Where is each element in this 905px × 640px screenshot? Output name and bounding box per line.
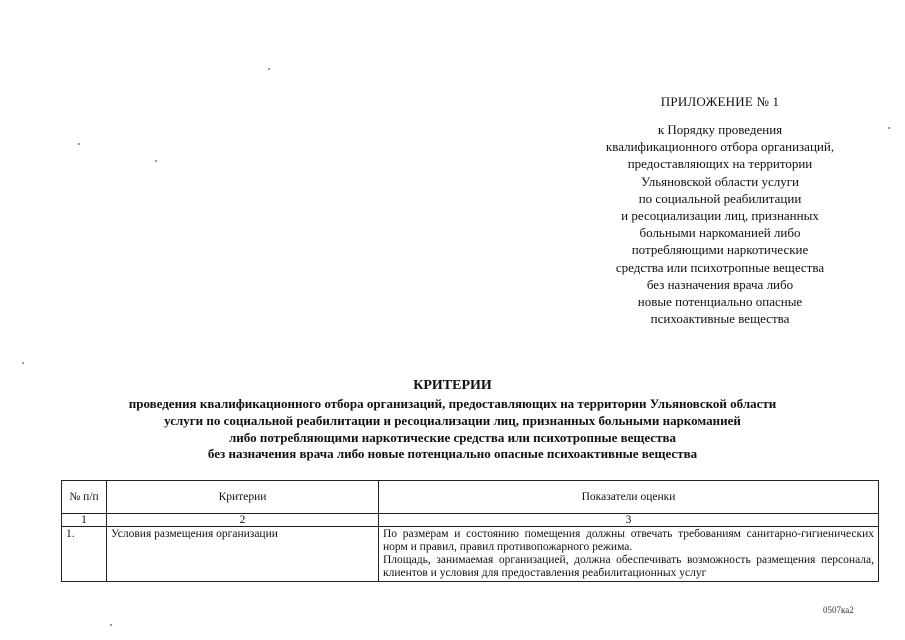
criteria-table [61,480,879,582]
column-number-1: 1 [62,514,107,527]
scan-speck [888,127,890,129]
appendix-line: Ульяновской области услуги [640,173,800,189]
criteria-subtitle-line: услуги по социальной реабилитации и ресоциализации лиц, признанных больными наркоманией [164,412,741,428]
table-row [62,527,879,582]
scan-speck [268,68,270,70]
header-indicators: Показатели оценки [379,481,879,514]
header-criterion: Критерии [107,481,379,514]
criteria-subtitle-line: без назначения врача либо новые потенциально опасные психоактивные вещества [207,446,698,462]
appendix-line: и ресоциализации лиц, признанных [621,208,819,224]
appendix-line: новые потенциально опасные [637,294,803,310]
row-criterion: Условия размещения организации [107,527,379,582]
appendix-line: к Порядку проведения [657,122,783,137]
appendix-line: больными наркоманией либо [639,225,801,241]
appendix-line: потребляющими наркотические [631,242,809,258]
row-indicators [379,527,879,582]
appendix-line: без назначения врача либо [646,276,794,292]
table-column-numbers-row [62,514,879,527]
appendix-line: психоактивные вещества [650,311,790,327]
scan-speck [78,143,80,145]
row-number: 1. [62,527,107,582]
appendix-line: предоставляющих на территории [627,156,813,172]
appendix-heading: ПРИЛОЖЕНИЕ № 1 [660,94,780,109]
scan-speck [110,624,112,626]
criteria-subtitle-line: проведения квалификационного отбора организаций, предоставляющих на территории Ульяновской области [128,396,777,411]
appendix-text [560,121,880,327]
criteria-subtitle [40,396,865,463]
column-number-2: 2 [107,514,379,527]
table-header-row [62,481,879,514]
appendix-line: по социальной реабилитации [638,190,802,206]
appendix-line: квалификационного отбора организаций, [605,139,835,155]
indicator-paragraph: По размерам и состоянию помещения должны отвечать требованиям санитарно-гигиенических норм и правил, правил противопожарного режима. [383,528,874,553]
document-code: 0507ка2 [823,605,854,615]
column-number-3: 3 [379,514,879,527]
scan-speck [22,362,24,364]
header-number: № п/п [62,481,107,514]
indicator-paragraph: Площадь, занимаемая организацией, должна обеспечивать возможность размещения персонала, клиентов и условия для предоставления реабилитационных услуг [383,554,874,579]
appendix-line: средства или психотропные вещества [615,259,825,275]
criteria-subtitle-line: либо потребляющими наркотические средства или психотропные вещества [228,429,676,445]
criteria-title: КРИТЕРИИ [413,378,492,393]
scan-speck [155,160,157,162]
